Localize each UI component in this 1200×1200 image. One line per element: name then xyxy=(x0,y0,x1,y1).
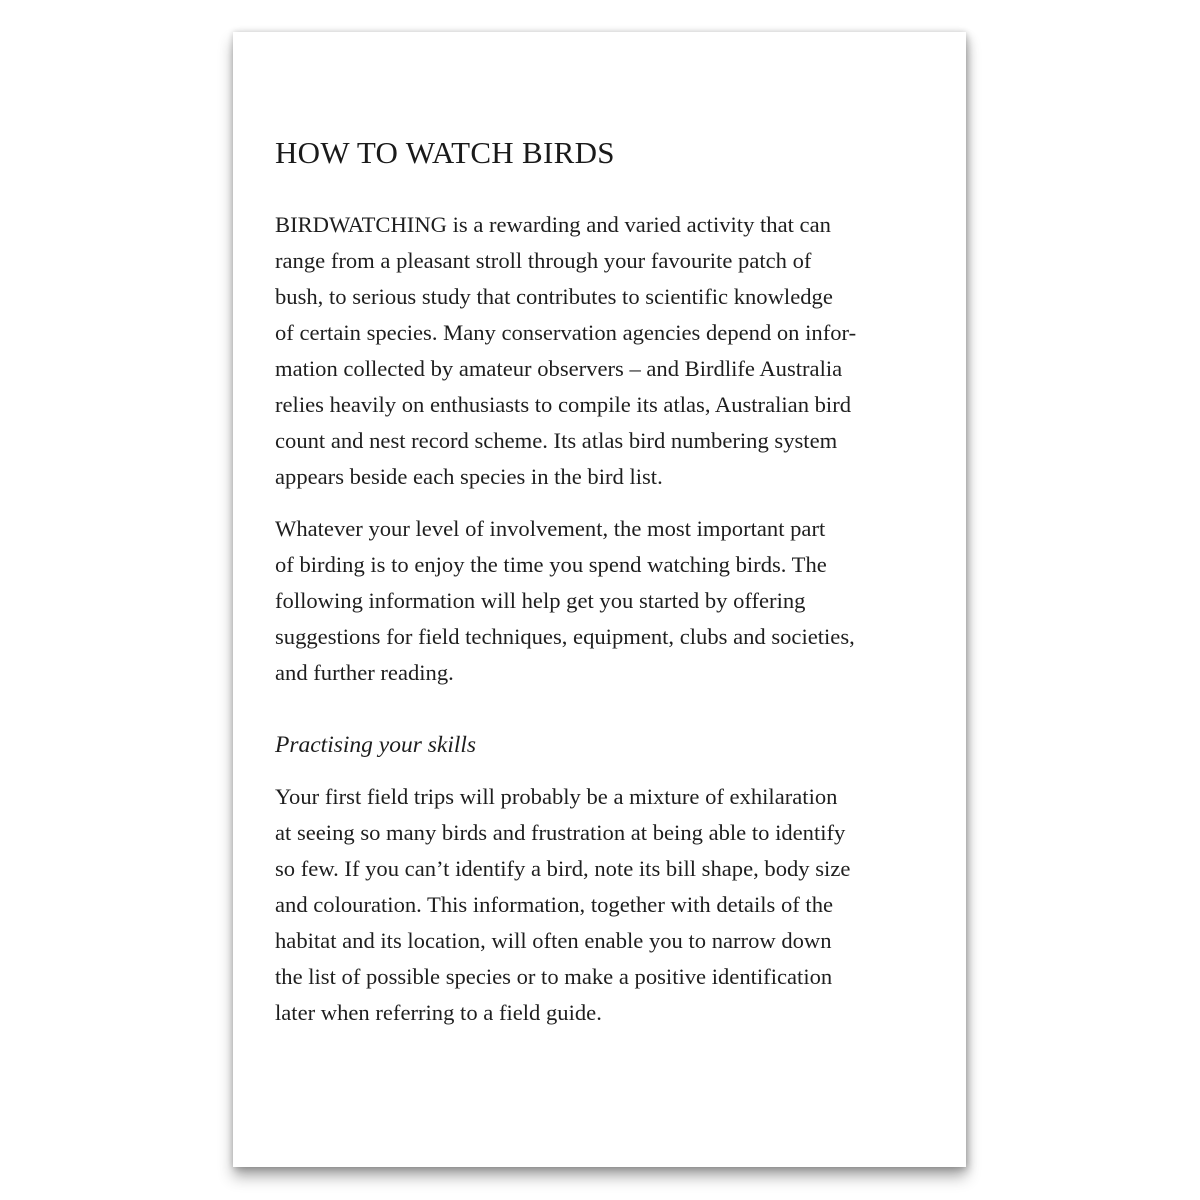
text-line: appears beside each species in the bird list. xyxy=(275,464,663,489)
text-line: range from a pleasant stroll through your favourite patch of xyxy=(275,248,812,273)
paragraph-skills xyxy=(275,779,935,1031)
text-line: at seeing so many birds and frustration at being able to identify xyxy=(275,820,846,845)
text-line: relies heavily on enthusiasts to compile its atlas, Australian bird xyxy=(275,392,852,417)
text-line: following information will help get you started by offering xyxy=(275,588,806,613)
book-page xyxy=(233,32,966,1167)
page-content xyxy=(275,134,935,1031)
text-line: mation collected by amateur observers – and Birdlife Australia xyxy=(275,356,843,381)
paragraph-intro xyxy=(275,207,935,495)
text-line: bush, to serious study that contributes to scientific knowledge xyxy=(275,284,833,309)
text-line: the list of possible species or to make a positive identification xyxy=(275,964,833,989)
text-line: and further reading. xyxy=(275,660,454,685)
text-line: so few. If you can’t identify a bird, note its bill shape, body size xyxy=(275,856,851,881)
text-line: and colouration. This information, together with details of the xyxy=(275,892,834,917)
text-line: Your first field trips will probably be a mixture of exhilaration xyxy=(275,784,838,809)
text-line: count and nest record scheme. Its atlas bird numbering system xyxy=(275,428,838,453)
text-line: BIRDWATCHING is a rewarding and varied activity that can xyxy=(275,212,831,237)
text-line: of birding is to enjoy the time you spend watching birds. The xyxy=(275,552,827,577)
text-line: Whatever your level of involvement, the most important part xyxy=(275,516,826,541)
section-subheading: Practising your skills xyxy=(275,732,477,758)
page-title: HOW TO WATCH BIRDS xyxy=(275,135,615,170)
paragraph-involvement xyxy=(275,511,935,691)
text-line: later when referring to a field guide. xyxy=(275,1000,602,1025)
text-line: of certain species. Many conservation agencies depend on infor- xyxy=(275,320,857,345)
text-line: habitat and its location, will often enable you to narrow down xyxy=(275,928,832,953)
text-line: suggestions for field techniques, equipment, clubs and societies, xyxy=(275,624,855,649)
